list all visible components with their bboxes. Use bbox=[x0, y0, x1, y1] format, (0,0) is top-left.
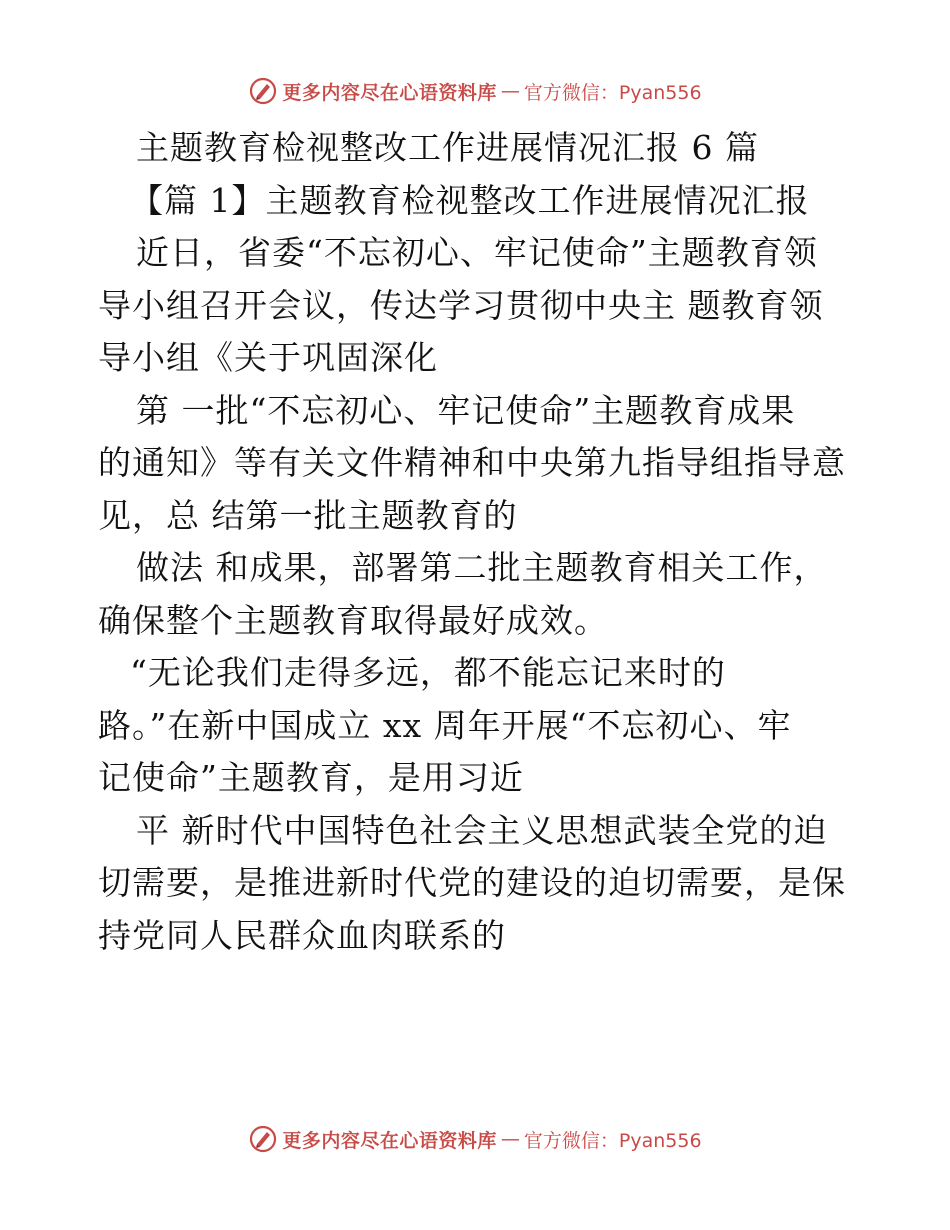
pen-logo-icon bbox=[248, 76, 278, 106]
pen-logo-icon bbox=[248, 1124, 278, 1154]
watermark-dash: — bbox=[500, 1128, 520, 1150]
section-heading: 【篇 1】主题教育检视整改工作进展情况汇报 bbox=[130, 180, 810, 220]
watermark-text: 更多内容尽在心语资料库 bbox=[282, 81, 497, 104]
watermark-dash: — bbox=[500, 80, 520, 102]
header-watermark bbox=[0, 74, 950, 108]
paragraph-line: 导小组《关于巩固深化 bbox=[98, 338, 438, 377]
paragraph-line: 确保整个主题教育取得最好成效。 bbox=[98, 600, 608, 640]
paragraph-line: 路。”在新中国成立 xx 周年开展“不忘初心、牢 bbox=[98, 705, 792, 745]
paragraph-line: 切需要，是推进新时代党的建设的迫切需要，是保 bbox=[98, 863, 846, 902]
paragraph-line: 记使命”主题教育，是用习近 bbox=[98, 758, 524, 797]
paragraph-line: 导小组召开会议，传达学习贯彻中央主 题教育领 bbox=[98, 285, 824, 325]
paragraph-line: “无论我们走得多远，都不能忘记来时的 bbox=[130, 653, 726, 692]
watermark-contact: 官方微信：Pyan556 bbox=[523, 1129, 702, 1152]
paragraph-line: 第 一批“不忘初心、牢记使命”主题教育成果 bbox=[136, 390, 796, 430]
document-body bbox=[98, 122, 858, 962]
footer-watermark bbox=[0, 1122, 950, 1156]
paragraph-line: 做法 和成果，部署第二批主题教育相关工作， bbox=[136, 548, 828, 587]
paragraph-line: 见，总 结第一批主题教育的 bbox=[98, 495, 518, 535]
watermark-contact: 官方微信：Pyan556 bbox=[523, 81, 702, 104]
paragraph-line: 平 新时代中国特色社会主义思想武装全党的迫 bbox=[136, 810, 828, 850]
watermark-text: 更多内容尽在心语资料库 bbox=[282, 1129, 497, 1152]
paragraph-line: 的通知》等有关文件精神和中央第九指导组指导意 bbox=[98, 443, 846, 482]
document-title: 主题教育检视整改工作进展情况汇报 6 篇 bbox=[136, 128, 759, 167]
paragraph-line: 近日，省委“不忘初心、牢记使命”主题教育领 bbox=[136, 233, 818, 272]
paragraph-line: 持党同人民群众血肉联系的 bbox=[98, 915, 506, 955]
